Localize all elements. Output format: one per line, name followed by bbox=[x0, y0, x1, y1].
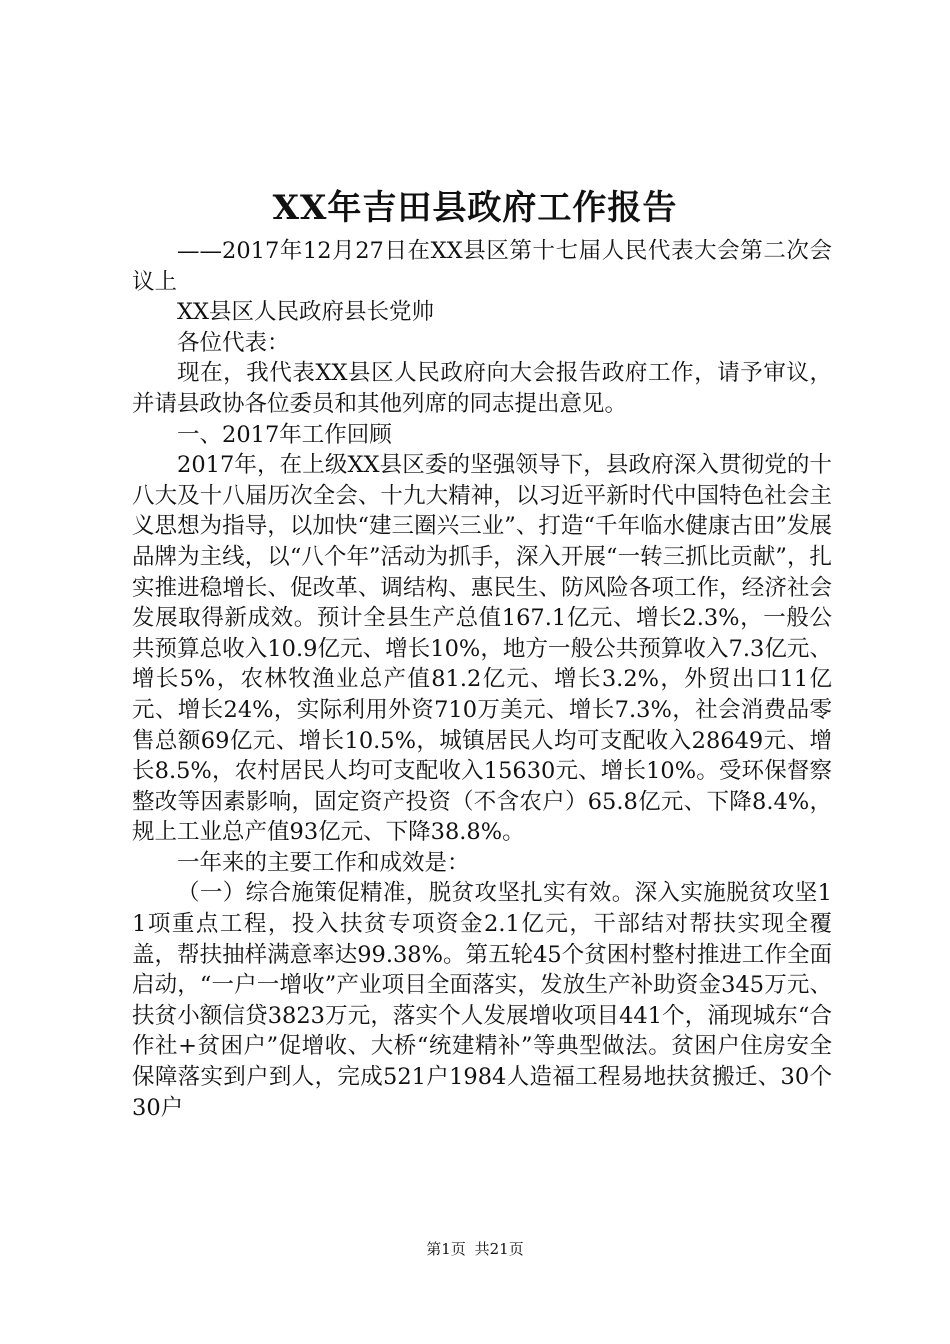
total-pages: 共21页 bbox=[474, 1240, 524, 1258]
intro-paragraph: 现在，我代表XX县区人民政府向大会报告政府工作，请予审议，并请县政协各位委员和其他列席的同志提出意见。 bbox=[132, 360, 832, 417]
document-title: XX年吉田县政府工作报告 bbox=[272, 188, 678, 228]
document-body bbox=[132, 236, 832, 1123]
review-paragraph: 2017年，在上级XX县区委的坚强领导下，县政府深入贯彻党的十八大及十八届历次全会、十九大精神，以习近平新时代中国特色社会主义思想为指导，以加快“建三圈兴三业”、打造“千年临水健康古田”发展品牌为主线，以“八个年”活动为抓手，深入开展“一转三抓比贡献”，扎实推进稳增长、促改革、调结构、惠民生、防风险各项工作，经济社会发展取得新成效。预计全县生产总值167.1亿元、增长2.3%，一般公共预算总收入10.9亿元、增长10%，地方一般公共预算收入7.3亿元、增长5%，农林牧渔业总产值81.2亿元、增长3.2%，外贸出口11亿元、增长24%，实际利用外资710万美元、增长7.3%，社会消费品零售总额69亿元、增长10.5%，城镇居民人均可支配收入28649元、增长8.5%，农村居民人均可支配收入15630元、增长10%。受环保督察整改等因素影响，固定资产投资（不含农户）65.8亿元、下降8.4%，规上工业总产值93亿元、下降38.8%。 bbox=[132, 452, 832, 846]
poverty-paragraph: （一）综合施策促精准，脱贫攻坚扎实有效。深入实施脱贫攻坚11项重点工程，投入扶贫专项资金2.1亿元，干部结对帮扶实现全覆盖，帮扶抽样满意率达99.38%。第五轮45个贫困村整村推进工作全面启动，“一户一增收”产业项目全面落实，发放生产补助资金345万元、扶贫小额信贷3823万元，落实个人发展增收项目441个，涌现城东“合作社+贫困户”促增收、大桥“统建精补”等典型做法。贫困户住房安全保障落实到户到人，完成521户1984人造福工程易地扶贫搬迁、30个30户 bbox=[132, 880, 832, 1121]
salutation: 各位代表： bbox=[177, 329, 290, 356]
achievements-intro: 一年来的主要工作和成效是： bbox=[177, 849, 470, 876]
author-line: XX县区人民政府县长党帅 bbox=[177, 299, 435, 326]
subtitle-paragraph: ——2017年12月27日在XX县区第十七届人民代表大会第二次会议上 bbox=[132, 238, 832, 295]
page-footer bbox=[0, 1238, 950, 1260]
section-heading: 一、2017年工作回顾 bbox=[177, 421, 392, 448]
page-number: 第1页 bbox=[426, 1240, 466, 1258]
